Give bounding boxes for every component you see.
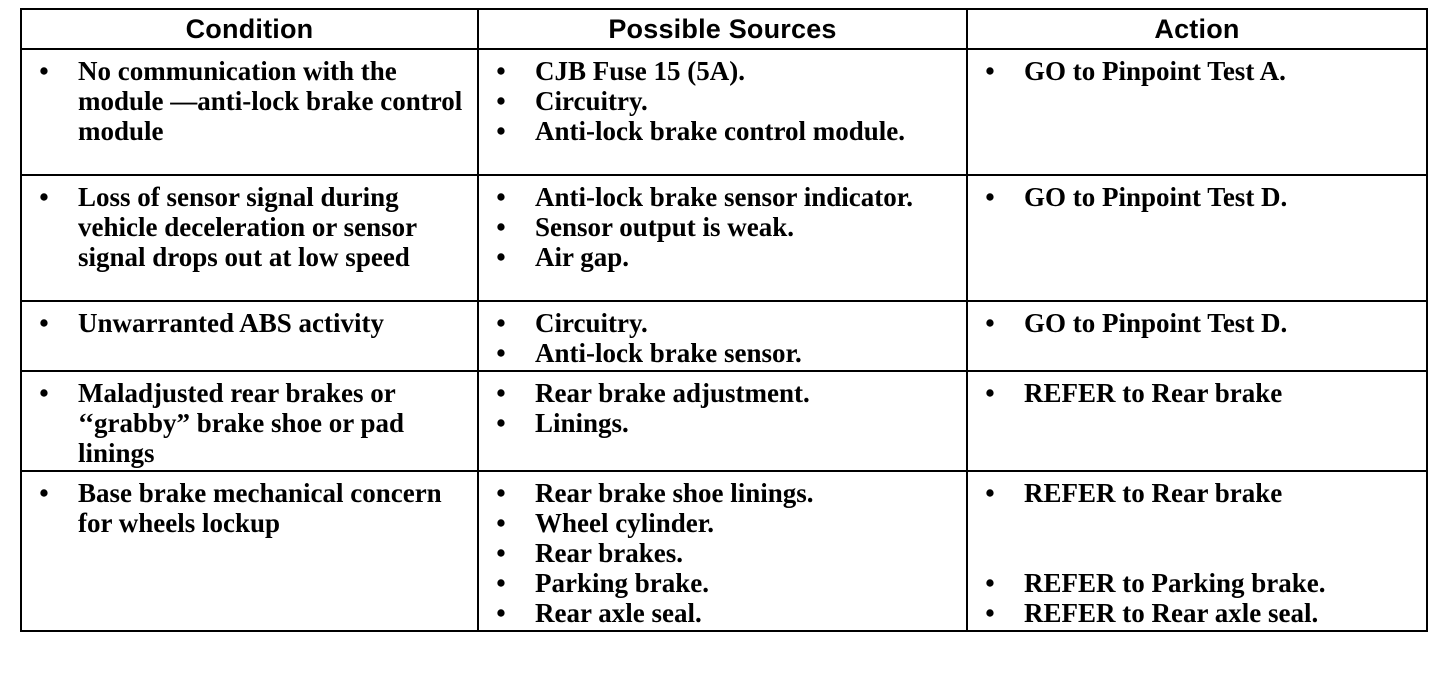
action-cell bbox=[967, 371, 1427, 471]
table-row bbox=[21, 371, 1427, 471]
table-row bbox=[21, 471, 1427, 631]
table-row bbox=[21, 49, 1427, 175]
action-cell bbox=[967, 471, 1427, 631]
diagnostic-table bbox=[20, 8, 1428, 632]
list-item: • Unwarranted ABS activity bbox=[34, 308, 471, 338]
list-item: • CJB Fuse 15 (5A). bbox=[491, 56, 960, 86]
list-item: • Loss of sensor signal during vehicle deceleration or sensor signal drops out at low speed bbox=[34, 182, 471, 272]
list-item: • Anti-lock brake sensor. bbox=[491, 338, 960, 368]
list-item: • REFER to Rear brake bbox=[980, 378, 1420, 408]
bullet-icon: • bbox=[985, 598, 995, 628]
list-item: • REFER to Rear axle seal. bbox=[980, 598, 1420, 628]
bullet-icon: • bbox=[985, 378, 995, 408]
bullet-icon: • bbox=[985, 568, 995, 598]
list-item: • Rear brakes. bbox=[491, 538, 960, 568]
bullet-icon: • bbox=[496, 212, 506, 242]
sources-cell bbox=[478, 301, 967, 371]
bullet-icon: • bbox=[496, 538, 506, 568]
list-item: • Rear axle seal. bbox=[491, 598, 960, 628]
action-cell bbox=[967, 301, 1427, 371]
list-item: • REFER to Parking brake. bbox=[980, 568, 1420, 598]
list-item: • Rear brake adjustment. bbox=[491, 378, 960, 408]
bullet-icon: • bbox=[985, 182, 995, 212]
bullet-icon: • bbox=[496, 598, 506, 628]
sources-cell bbox=[478, 49, 967, 175]
list-item: • GO to Pinpoint Test D. bbox=[980, 182, 1420, 212]
bullet-icon: • bbox=[985, 308, 995, 338]
bullet-icon: • bbox=[496, 308, 506, 338]
bullet-icon: • bbox=[496, 568, 506, 598]
bullet-icon: • bbox=[496, 182, 506, 212]
bullet-icon: • bbox=[985, 56, 995, 86]
condition-cell bbox=[21, 49, 478, 175]
list-item: • Base brake mechanical concern for wheels lockup bbox=[34, 478, 471, 538]
list-item: • GO to Pinpoint Test A. bbox=[980, 56, 1420, 86]
list-item: • Circuitry. bbox=[491, 308, 960, 338]
sources-cell bbox=[478, 175, 967, 301]
list-item: • Anti-lock brake control module. bbox=[491, 116, 960, 146]
list-item: • Circuitry. bbox=[491, 86, 960, 116]
bullet-icon: • bbox=[496, 116, 506, 146]
header-possible-sources: Possible Sources bbox=[478, 9, 967, 49]
condition-cell bbox=[21, 371, 478, 471]
list-item: • Wheel cylinder. bbox=[491, 508, 960, 538]
condition-cell bbox=[21, 471, 478, 631]
bullet-icon: • bbox=[496, 508, 506, 538]
condition-cell bbox=[21, 175, 478, 301]
bullet-icon: • bbox=[496, 56, 506, 86]
list-item: • Sensor output is weak. bbox=[491, 212, 960, 242]
list-item: • Anti-lock brake sensor indicator. bbox=[491, 182, 960, 212]
list-item: • Rear brake shoe linings. bbox=[491, 478, 960, 508]
bullet-icon: • bbox=[496, 478, 506, 508]
list-item: • No communication with the module —anti-lock brake control module bbox=[34, 56, 471, 146]
action-cell bbox=[967, 49, 1427, 175]
table-row bbox=[21, 175, 1427, 301]
list-item: • Parking brake. bbox=[491, 568, 960, 598]
action-cell bbox=[967, 175, 1427, 301]
bullet-icon: • bbox=[39, 308, 49, 338]
list-spacer bbox=[980, 508, 1420, 568]
list-item: • Maladjusted rear brakes or ‘‘grabby” brake shoe or pad linings bbox=[34, 378, 471, 468]
condition-cell bbox=[21, 301, 478, 371]
list-item: • Air gap. bbox=[491, 242, 960, 272]
bullet-icon: • bbox=[39, 56, 49, 86]
bullet-icon: • bbox=[39, 182, 49, 212]
table-row bbox=[21, 301, 1427, 371]
header-row bbox=[21, 9, 1427, 49]
bullet-icon: • bbox=[496, 408, 506, 438]
header-condition: Condition bbox=[21, 9, 478, 49]
list-item: • GO to Pinpoint Test D. bbox=[980, 308, 1420, 338]
bullet-icon: • bbox=[496, 338, 506, 368]
sources-cell bbox=[478, 371, 967, 471]
sources-cell bbox=[478, 471, 967, 631]
header-action: Action bbox=[967, 9, 1427, 49]
bullet-icon: • bbox=[496, 86, 506, 116]
list-item: • REFER to Rear brake bbox=[980, 478, 1420, 508]
list-item: • Linings. bbox=[491, 408, 960, 438]
bullet-icon: • bbox=[985, 478, 995, 508]
bullet-icon: • bbox=[496, 242, 506, 272]
bullet-icon: • bbox=[496, 378, 506, 408]
bullet-icon: • bbox=[39, 378, 49, 408]
bullet-icon: • bbox=[39, 478, 49, 508]
